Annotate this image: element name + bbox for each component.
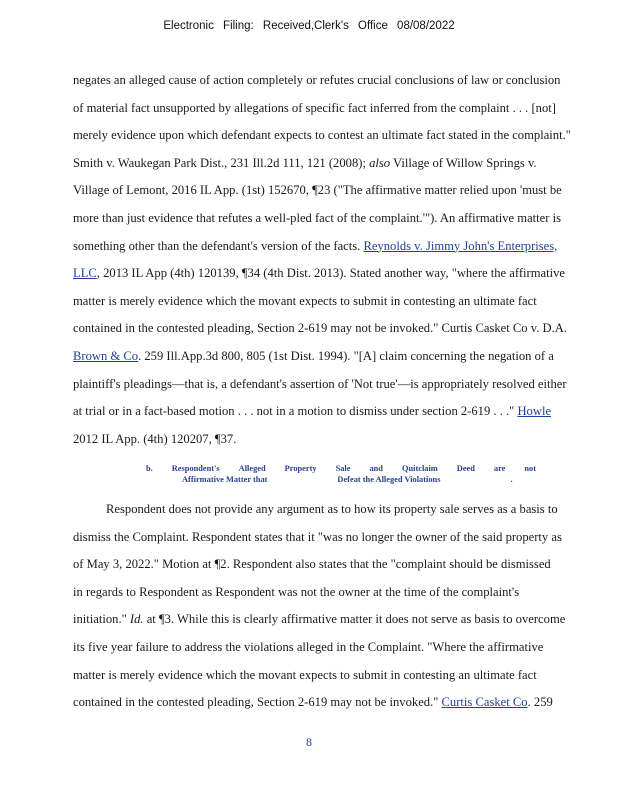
citation-link-llc[interactable]: LLC [73, 266, 97, 281]
subheading-text: Affirmative Matter that [182, 475, 268, 484]
text-line: dismiss the Complaint. Respondent states that it "was no longer the owner of the said property as [73, 529, 562, 544]
text-line: 2012 IL App. (4th) 120207, ¶37. [73, 431, 237, 446]
text-line [73, 233, 593, 261]
case-name-curtis: Curtis Casket Co v. D.A. [441, 321, 568, 336]
text-line: of May 3, 2022." Motion at ¶2. Respondent also states that the "complaint should be dismissed [73, 557, 551, 572]
text-line [73, 315, 593, 343]
efiling-header: Electronic Filing: Received,Clerk's Office 08/08/2022 [163, 20, 455, 32]
text-line [73, 150, 593, 178]
subheading-text: . [510, 475, 513, 484]
text-line [73, 606, 593, 634]
text-line: of material fact unsupported by allegations of specific fact inferred from the complaint . . . [not] [73, 100, 556, 115]
text-line [73, 177, 593, 205]
subheading-word: Respondent's [171, 464, 220, 473]
section-subheading [146, 463, 536, 485]
citation-link-reynolds[interactable]: Reynolds v. Jimmy John's Enterprises, [363, 238, 558, 253]
citation-link-howle[interactable]: Howle [517, 404, 552, 419]
signal-also: also [369, 155, 391, 170]
citation-text: , 2013 IL App (4th) 120139, ¶34 (4th Dist. 2013). Stated another way, "where the affirmative [96, 266, 565, 281]
text-line [73, 398, 593, 426]
body-text: contained in the contested pleading, Section 2-619 may not be invoked." [73, 695, 442, 710]
subheading-text: Defeat the Alleged Violations [337, 475, 441, 484]
text-line: its five year failure to address the violations alleged in the Complaint. "Where the affirmative [73, 639, 544, 654]
citation-link-curtis[interactable]: Curtis Casket Co [441, 695, 528, 710]
subheading-label: b. [146, 464, 153, 473]
subheading-word: and [369, 464, 383, 473]
subheading-word: Sale [335, 464, 351, 473]
body-text: at ¶3. While this is clearly affirmative matter it does not serve as basis to overcome [143, 612, 566, 627]
body-text: contained in the contested pleading, Section 2-619 may not be invoked." [73, 321, 442, 336]
case-name-smith: Smith v. Waukegan Park Dist. [73, 155, 225, 170]
citation-link-brown[interactable]: Brown & Co [73, 348, 139, 363]
citation-text: . 259 Ill.App.3d 800, 805 (1st Dist. 1994). "[A] claim concerning the negation of a [138, 348, 554, 363]
citation-text: , 2016 IL App. (1st) 152670, ¶23 ("The affirmative matter relied upon 'must be [165, 183, 562, 198]
subheading-line-1 [146, 463, 536, 474]
case-name-lemont: Village of Lemont [73, 183, 166, 198]
paragraph-1 [73, 67, 593, 453]
text-line [73, 343, 593, 371]
text-line: matter is merely evidence which the movant expects to submit in contesting an ultimate fact [73, 293, 537, 308]
case-name-text: Village of Willow Springs v. [390, 155, 537, 170]
signal-id: Id. [129, 612, 144, 627]
subheading-word: are [493, 464, 506, 473]
subheading-word: Quitclaim [401, 464, 438, 473]
citation-text: , 231 Ill.2d 111, 121 (2008); [224, 155, 370, 170]
subheading-word: Property [284, 464, 317, 473]
text-line: more than just evidence that refutes a well-pled fact of the complaint.'"). An affirmative matter is [73, 210, 562, 225]
text-line: in regards to Respondent as Respondent was not the owner at the time of the complaint's [73, 584, 520, 599]
citation-text: . 259 [527, 695, 553, 710]
paragraph-2 [73, 496, 593, 717]
text-line [73, 260, 593, 288]
text-line: matter is merely evidence which the movant expects to submit in contesting an ultimate fact [73, 667, 537, 682]
text-line: Respondent does not provide any argument as to how its property sale serves as a basis to [106, 502, 558, 516]
text-line [73, 689, 593, 717]
subheading-word: Deed [456, 464, 475, 473]
subheading-word: not [524, 464, 536, 473]
body-text: initiation." [73, 612, 130, 627]
page-number: 8 [306, 735, 312, 749]
text-line: merely evidence upon which defendant expects to contest an ultimate fact stated in the complaint." [73, 128, 571, 143]
body-text: something other than the defendant's version of the facts. [73, 238, 364, 253]
subheading-word: Alleged [238, 464, 266, 473]
subheading-line-2 [146, 474, 536, 485]
text-line: plaintiff's pleadings—that is, a defendant's assertion of 'Not true'—is appropriately resolved either [73, 376, 567, 391]
body-text: at trial or in a fact-based motion . . . not in a motion to dismiss under section 2-619 . . ." [73, 404, 518, 419]
text-line: negates an alleged cause of action completely or refutes crucial conclusions of law or conclusion [73, 73, 561, 87]
